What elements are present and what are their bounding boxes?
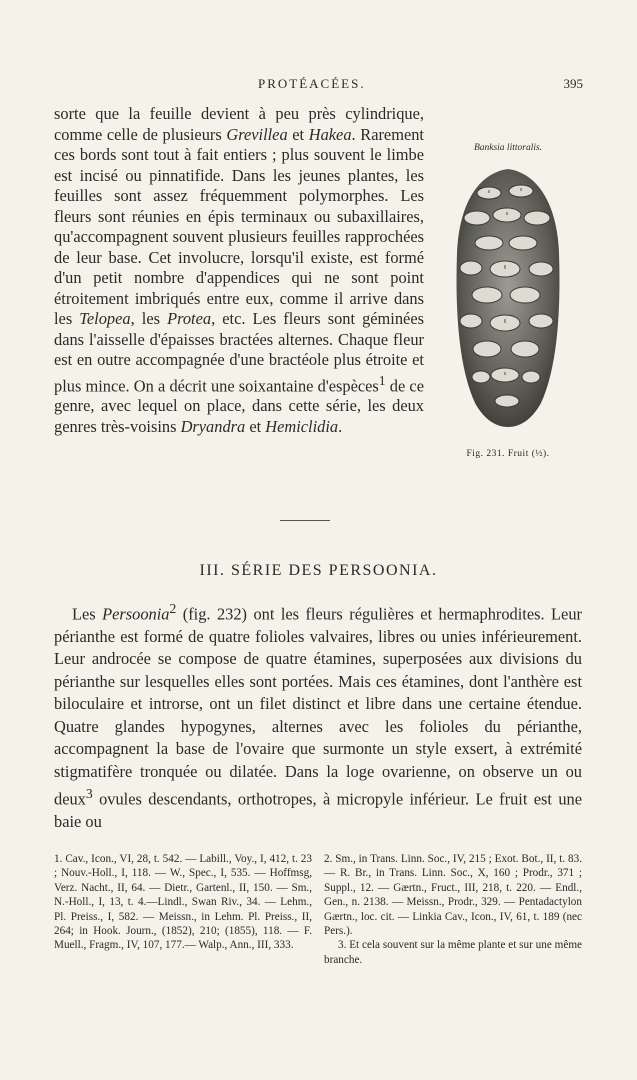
text-run: sorte que la feuille devient à peu près cylindrique, comme celle de plusieurs (54, 104, 424, 144)
taxon-telopea: Telopea (79, 309, 131, 328)
footnote-2: 2. Sm., in Trans. Linn. Soc., IV, 215 ; Exot. Bot., II, t. 83. — R. Br., in Trans. Linn. Soc., X, 160 ; Prodr., 371 ; Suppl., 12. — Gærtn., Fruct., III, 218, t. 220. — Endl., Gen., n. 2138. — Meissn., Prodr., 329. — Pentadactylon Gærtn., loc. cit. — Linkia Cav., Icon., IV, 61, t. 189 (nec Pers.). (324, 853, 582, 938)
text-run: Les (72, 604, 103, 624)
figure-title: Banksia littoralis. (473, 143, 543, 153)
text-run: . Rarement ces bords sont tout à fait entiers ; plus souvent le limbe est incisé ou pinnatifide. Dans les jeunes plantes, les feuilles sont assez fréquemment polymorphes. Les fleurs sont réunies en épis terminaux ou subaxillaires, qu'accompagnent souvent plusieurs feuilles rapprochées de leur base. Cet involucre, lorsqu'il existe, est formé d'un petit nombre d'appendices qui ne sont point étroitement imbriqués entre eux, comme il arrive dans les (54, 124, 424, 328)
taxon-dryandra: Dryandra (180, 416, 246, 436)
running-header (0, 76, 637, 96)
footnote-3: 3. Et cela souvent sur la même plante et sur une même branche. (324, 939, 582, 966)
text-run: et (245, 416, 266, 436)
footnote-column-right (324, 852, 582, 967)
text-run: (fig. 232) ont les fleurs régulières et hermaphrodites. Leur périanthe est formé de quatre folioles valvaires, libres ou unies inférieurement. Leur androcée se compose de quatre étamines, superposées aux divisions du périanthe sur lesquelles elles sont portées. Mais ces étamines, dont l'anthère est biloculaire et introrse, ont un filet distinct et libre dans une certaine étendue. Quatre glandes hypogynes, alternes avec les folioles du périanthe, accompagnent la base de l'ovaire que surmonte un style exsert, à extrémité stigmatifère tronquée ou dilatée. Dans la loge ovarienne, on observe un ou deux (54, 604, 582, 809)
text-run: , les (130, 309, 168, 328)
figure-231 (434, 138, 582, 465)
text-run: et (287, 124, 309, 144)
text-run: de ce genre, avec lequel on place, dans cette série, les deux genres très-voisins (54, 375, 424, 436)
text-run: . (338, 416, 343, 436)
taxon-hemiclidia: Hemiclidia (265, 416, 339, 436)
footnote-ref-1: 1 (378, 372, 386, 388)
section-heading: III. SÉRIE DES PERSOONIA. (199, 562, 438, 579)
footnote-ref-2: 2 (169, 601, 177, 616)
footnote-1: 1. Cav., Icon., VI, 28, t. 542. — Labill., Voy., I, 412, t. 23 ; Nouv.-Holl., I, 118. — W., Spec., I, 535. — Hoffmsg, Verz. Nacht., II, 64. — Dietr., Gartenl., II, 150. — Sm., N.-Holl., I, 13, t. 4.—Lindl., Swan Riv., 34. — Lehm., Pl. Preiss., I, 582. — Meissn., in Lehm. Pl. Preiss., II, 264; in Hook. Journ., (1852), 210; (1855), 118. — F. Muell., Fragm., IV, 107, 177.— Walp., Ann., III, 333. (54, 853, 312, 952)
taxon-hakea: Hakea (308, 124, 352, 144)
figure-caption: Fig. 231. Fruit (½). (466, 449, 550, 459)
top-text-block (54, 104, 582, 471)
taxon-protea: Protea (167, 309, 212, 328)
running-title: PROTÉACÉES. (258, 76, 366, 91)
banksia-cone-illustration-icon (449, 163, 567, 433)
footnote-column-left (54, 852, 312, 953)
taxon-grevillea: Grevillea (226, 124, 288, 144)
text-run: ovules descendants, orthotropes, à micropyle inférieur. Le fruit est une baie ou (54, 789, 582, 832)
text-run: , etc. Les fleurs sont géminées dans l'aisselle d'épaisses bractées alternes. Chaque fleur est en outre accompagnée d'une bractéole plus étroite et plus mince. On a décrit une soixantaine d'espèces (54, 309, 424, 395)
page-number: 395 (563, 76, 583, 91)
main-paragraph (54, 598, 582, 834)
section-divider (280, 520, 330, 521)
taxon-persoonia: Persoonia (102, 604, 170, 624)
footnote-ref-3: 3 (85, 786, 93, 802)
